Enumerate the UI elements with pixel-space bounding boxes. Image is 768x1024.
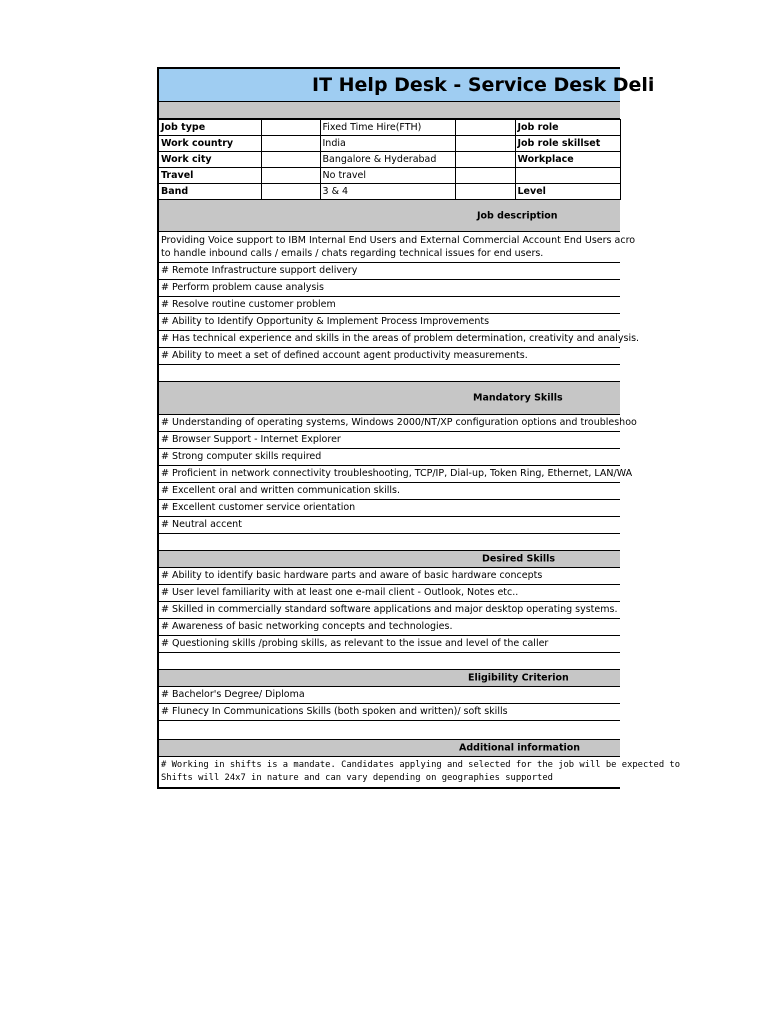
info-value: No travel bbox=[320, 168, 455, 184]
job-info-table bbox=[159, 119, 621, 200]
eligibility-header bbox=[159, 670, 620, 687]
list-item: # Perform problem cause analysis bbox=[159, 280, 620, 297]
additional-info-header bbox=[159, 740, 620, 757]
list-item: # Skilled in commercially standard software applications and major desktop operating systems. bbox=[159, 602, 620, 619]
info-label: Job role bbox=[515, 120, 620, 136]
section-title: Eligibility Criterion bbox=[468, 672, 569, 684]
info-label: Band bbox=[159, 184, 261, 200]
mandatory-skills-header bbox=[159, 382, 620, 415]
list-item: # Understanding of operating systems, Windows 2000/NT/XP configuration options and troubleshoo bbox=[159, 415, 620, 432]
list-item: # User level familiarity with at least one e-mail client - Outlook, Notes etc.. bbox=[159, 585, 620, 602]
page-title: IT Help Desk - Service Desk Deli bbox=[159, 69, 620, 102]
info-label: Level bbox=[515, 184, 620, 200]
job-posting-sheet bbox=[157, 67, 681, 789]
blank-row bbox=[159, 534, 620, 551]
info-value: 3 & 4 bbox=[320, 184, 455, 200]
list-item: # Questioning skills /probing skills, as relevant to the issue and level of the caller bbox=[159, 636, 620, 653]
list-item: # Has technical experience and skills in the areas of problem determination, creativity and analysis. bbox=[159, 331, 620, 348]
info-value: Fixed Time Hire(FTH) bbox=[320, 120, 455, 136]
info-value: India bbox=[320, 136, 455, 152]
list-item: # Ability to meet a set of defined account agent productivity measurements. bbox=[159, 348, 620, 365]
list-item: # Flunecy In Communications Skills (both spoken and written)/ soft skills bbox=[159, 704, 620, 721]
info-label: Job type bbox=[159, 120, 261, 136]
intro-line: to handle inbound calls / emails / chats regarding technical issues for end users. bbox=[161, 248, 544, 259]
blank-row bbox=[159, 365, 620, 382]
table-row bbox=[159, 152, 620, 168]
list-item: # Remote Infrastructure support delivery bbox=[159, 263, 620, 280]
info-value: Bangalore & Hyderabad bbox=[320, 152, 455, 168]
info-label: Workplace bbox=[515, 152, 620, 168]
section-title: Desired Skills bbox=[482, 553, 556, 565]
list-item: # Strong computer skills required bbox=[159, 449, 620, 466]
table-row bbox=[159, 168, 620, 184]
info-label: Work country bbox=[159, 136, 261, 152]
list-item: # Excellent oral and written communication skills. bbox=[159, 483, 620, 500]
info-label: Travel bbox=[159, 168, 261, 184]
blank-row bbox=[159, 653, 620, 670]
list-item: # Awareness of basic networking concepts and technologies. bbox=[159, 619, 620, 636]
table-row bbox=[159, 120, 620, 136]
blank-row bbox=[159, 721, 620, 740]
list-item: # Ability to identify basic hardware parts and aware of basic hardware concepts bbox=[159, 568, 620, 585]
grey-band bbox=[159, 102, 620, 119]
list-item: # Neutral accent bbox=[159, 517, 620, 534]
info-label: Work city bbox=[159, 152, 261, 168]
list-item: # Bachelor's Degree/ Diploma bbox=[159, 687, 620, 704]
list-item: # Proficient in network connectivity troubleshooting, TCP/IP, Dial-up, Token Ring, Ethernet, LAN/WA bbox=[159, 466, 620, 483]
info-label bbox=[515, 168, 620, 184]
job-description-header bbox=[159, 200, 620, 232]
info-line: Shifts will 24x7 in nature and can vary depending on geographies supported bbox=[161, 773, 553, 783]
desired-skills-header bbox=[159, 551, 620, 568]
table-row bbox=[159, 184, 620, 200]
list-item: # Ability to Identify Opportunity & Implement Process Improvements bbox=[159, 314, 620, 331]
info-line: # Working in shifts is a mandate. Candidates applying and selected for the job will be expected to bbox=[161, 760, 681, 770]
table-row bbox=[159, 136, 620, 152]
list-item: # Excellent customer service orientation bbox=[159, 500, 620, 517]
job-description-intro bbox=[159, 232, 636, 263]
section-title: Job description bbox=[477, 210, 558, 221]
section-title: Mandatory Skills bbox=[473, 392, 563, 404]
intro-line: Providing Voice support to IBM Internal End Users and External Commercial Account End Users acro bbox=[161, 235, 636, 246]
section-title: Additional information bbox=[459, 742, 581, 754]
list-item: # Resolve routine customer problem bbox=[159, 297, 620, 314]
list-item: # Browser Support - Internet Explorer bbox=[159, 432, 620, 449]
info-label: Job role skillset bbox=[515, 136, 620, 152]
additional-info-text bbox=[159, 757, 681, 788]
